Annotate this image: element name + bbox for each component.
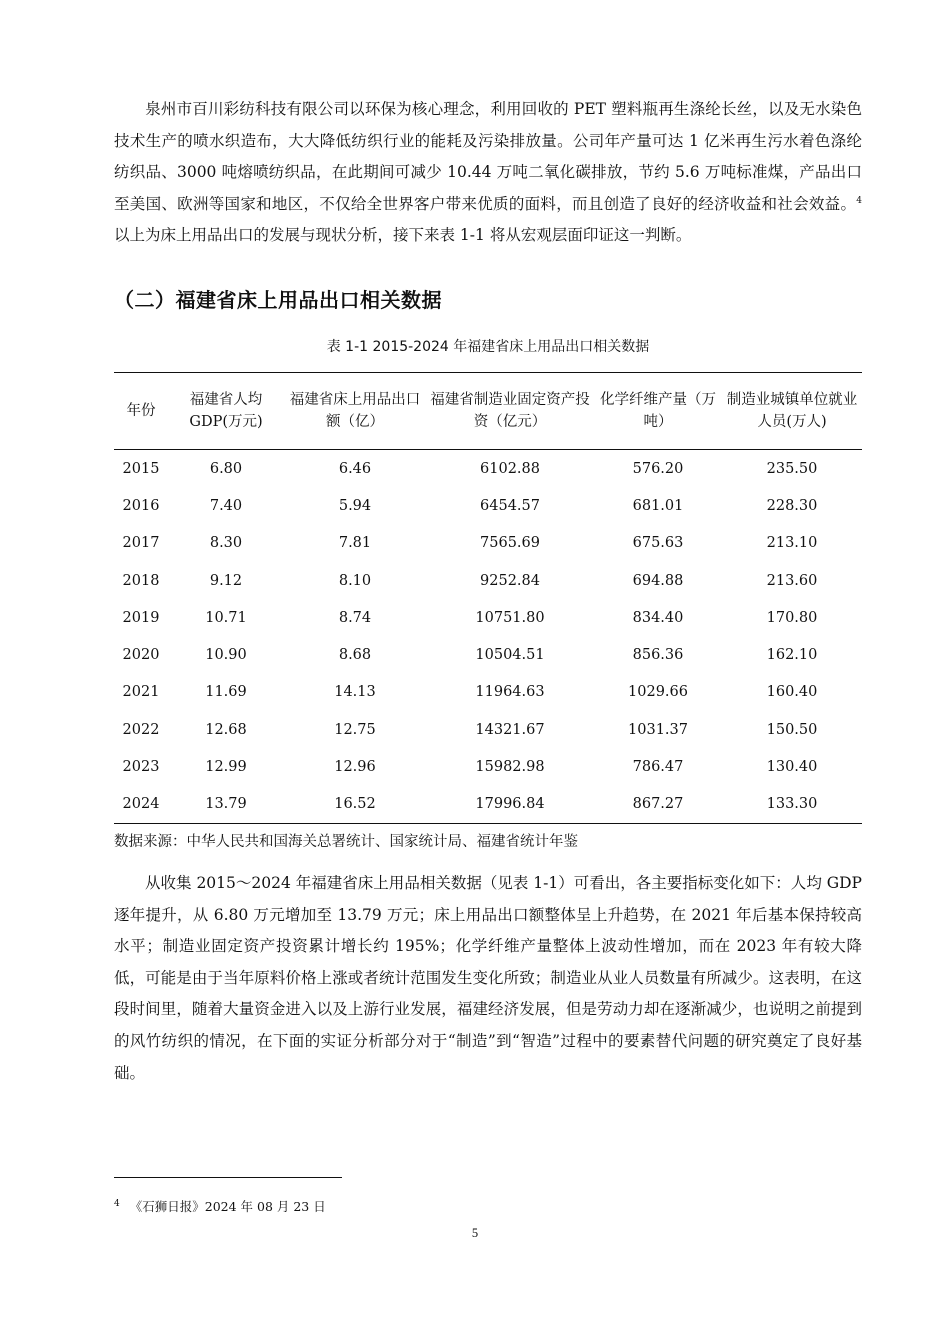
column-header: 福建省人均GDP(万元): [168, 373, 284, 450]
table-caption: 表 1-1 2015-2024 年福建省床上用品出口相关数据: [326, 339, 650, 355]
table-cell: 694.88: [632, 572, 684, 589]
data-table: [114, 372, 862, 824]
table-cell: 8.30: [209, 535, 243, 552]
table-cell: 10.71: [205, 609, 247, 626]
table-cell: 681.01: [632, 497, 684, 514]
table-cell: 12.96: [334, 759, 376, 776]
table-cell: 10751.80: [475, 609, 545, 626]
footnote-reference[interactable]: 4: [856, 195, 862, 206]
table-row: [114, 450, 862, 488]
table-cell: 6454.57: [480, 497, 540, 514]
table-cell: 12.75: [334, 721, 376, 738]
table-cell: 675.63: [632, 535, 684, 552]
table-cell: 17996.84: [426, 786, 594, 824]
page-number: 5: [471, 1226, 479, 1240]
table-cell: 14.13: [334, 684, 376, 701]
column-header: 制造业城镇单位就业人员(万人): [722, 373, 862, 450]
data-source-note: 数据来源：中华人民共和国海关总署统计、国家统计局、福建省统计年鉴: [114, 834, 578, 850]
table-cell: 162.10: [766, 647, 818, 664]
table-cell: 150.50: [766, 721, 818, 738]
table-cell: 133.30: [722, 786, 862, 824]
table-cell: 7.81: [338, 535, 372, 552]
footnote-text: 《石狮日报》2024 年 08 月 23 日: [129, 1199, 326, 1214]
table-cell: 12.99: [205, 759, 247, 776]
paragraph-analysis-text: 从收集 2015～2024 年福建省床上用品相关数据（见表 1-1）可看出，各主要指标变化如下：人均 GDP 逐年提升，从 6.80 万元增加至 13.79 万元；床上用品出口额整体呈上升趋势，在 2021 年后基本保持较高水平；制造业固定资产投资累计增长约 195%；化学纤维产量整体上波动性增加，而在 2023 年有较大降低，可能是由于当年原料价格上涨或者统计范围发生变化所致；制造业从业人员数量有所减少。这表明，在这段时间里，随着大量资金进入以及上游行业发展，福建经济发展，但是劳动力却在逐渐减少，也说明之前提到的风竹纺织的情况，在下面的实证分析部分对于“制造”到“智造”过程中的要素替代问题的研究奠定了良好基础。: [114, 874, 862, 1082]
table-cell: 2023: [122, 759, 160, 776]
table-cell: 856.36: [632, 647, 684, 664]
table-cell: 5.94: [338, 497, 372, 514]
table-cell: 2018: [122, 572, 160, 589]
table-cell: 6.46: [338, 460, 372, 477]
table-cell: 2024: [114, 786, 168, 824]
table-cell: 9.12: [209, 572, 243, 589]
paragraph-intro-text: 泉州市百川彩纺科技有限公司以环保为核心理念，利用回收的 PET 塑料瓶再生涤纶长丝，以及无水染色技术生产的喷水织造布，大大降低纺织行业的能耗及污染排放量。公司年产量可达 1 亿米再生污水着色涤纶纺织品、3000 吨熔喷纺织品，在此期间可减少 10.44 万吨二氧化碳排放，节约 5.6 万吨标准煤，产品出口至美国、欧洲等国家和地区，不仅给全世界客户带来优质的面料，而且创造了良好的经济收益和社会效益。: [114, 100, 862, 213]
table-row: [114, 487, 862, 524]
table-body: [114, 450, 862, 824]
table-cell: 786.47: [632, 759, 684, 776]
paragraph-analysis: [114, 868, 862, 1089]
table-cell: 13.79: [168, 786, 284, 824]
table-cell: 213.10: [766, 535, 818, 552]
table-cell: 6.80: [209, 460, 243, 477]
table-cell: 7.40: [209, 497, 243, 514]
table-cell: 1029.66: [628, 684, 688, 701]
table-row: [114, 636, 862, 673]
table-cell: 12.68: [205, 721, 247, 738]
table-cell: 11.69: [205, 684, 247, 701]
table-cell: 8.10: [338, 572, 372, 589]
column-header: 年份: [114, 373, 168, 450]
table-cell: 11964.63: [475, 684, 545, 701]
table-row: [114, 525, 862, 562]
table-cell: 16.52: [284, 786, 426, 824]
table-cell: 2017: [122, 535, 160, 552]
table-cell: 7565.69: [480, 535, 540, 552]
table-cell: 170.80: [766, 609, 818, 626]
table-cell: 15982.98: [475, 759, 545, 776]
table-cell: 228.30: [766, 497, 818, 514]
footnote: [114, 1197, 326, 1215]
table-cell: 6102.88: [480, 460, 540, 477]
table-cell: 2019: [122, 609, 160, 626]
table-row: [114, 748, 862, 785]
table-row: [114, 786, 862, 824]
table-row: [114, 599, 862, 636]
table-row: [114, 711, 862, 748]
column-header: 福建省床上用品出口额（亿）: [284, 373, 426, 450]
table-cell: 130.40: [766, 759, 818, 776]
table-cell: 2021: [122, 684, 160, 701]
footnote-divider: [114, 1177, 342, 1178]
table-cell: 213.60: [766, 572, 818, 589]
section-heading: （二）福建省床上用品出口相关数据: [114, 288, 442, 312]
table-cell: 10504.51: [475, 647, 545, 664]
table-cell: 9252.84: [480, 572, 540, 589]
table-cell: 8.68: [338, 647, 372, 664]
table-row: [114, 562, 862, 599]
table-cell: 2016: [122, 497, 160, 514]
paragraph-intro-text-after: 以上为床上用品出口的发展与现状分析，接下来表 1-1 将从宏观层面印证这一判断。: [114, 226, 692, 245]
table-row: [114, 674, 862, 711]
paragraph-intro: [114, 94, 862, 252]
table-cell: 576.20: [632, 460, 684, 477]
table-cell: 8.74: [338, 609, 372, 626]
table-cell: 1031.37: [628, 721, 688, 738]
footnote-number: 4: [114, 1198, 120, 1209]
table-cell: 2015: [122, 460, 160, 477]
table-cell: 235.50: [766, 460, 818, 477]
column-header: 化学纤维产量（万吨）: [594, 373, 722, 450]
table-cell: 2022: [122, 721, 160, 738]
table-header-row: [114, 373, 862, 450]
table-cell: 834.40: [632, 609, 684, 626]
table-cell: 160.40: [766, 684, 818, 701]
table-cell: 14321.67: [475, 721, 545, 738]
table-cell: 2020: [122, 647, 160, 664]
table-cell: 867.27: [594, 786, 722, 824]
column-header: 福建省制造业固定资产投资（亿元）: [426, 373, 594, 450]
table-cell: 10.90: [205, 647, 247, 664]
